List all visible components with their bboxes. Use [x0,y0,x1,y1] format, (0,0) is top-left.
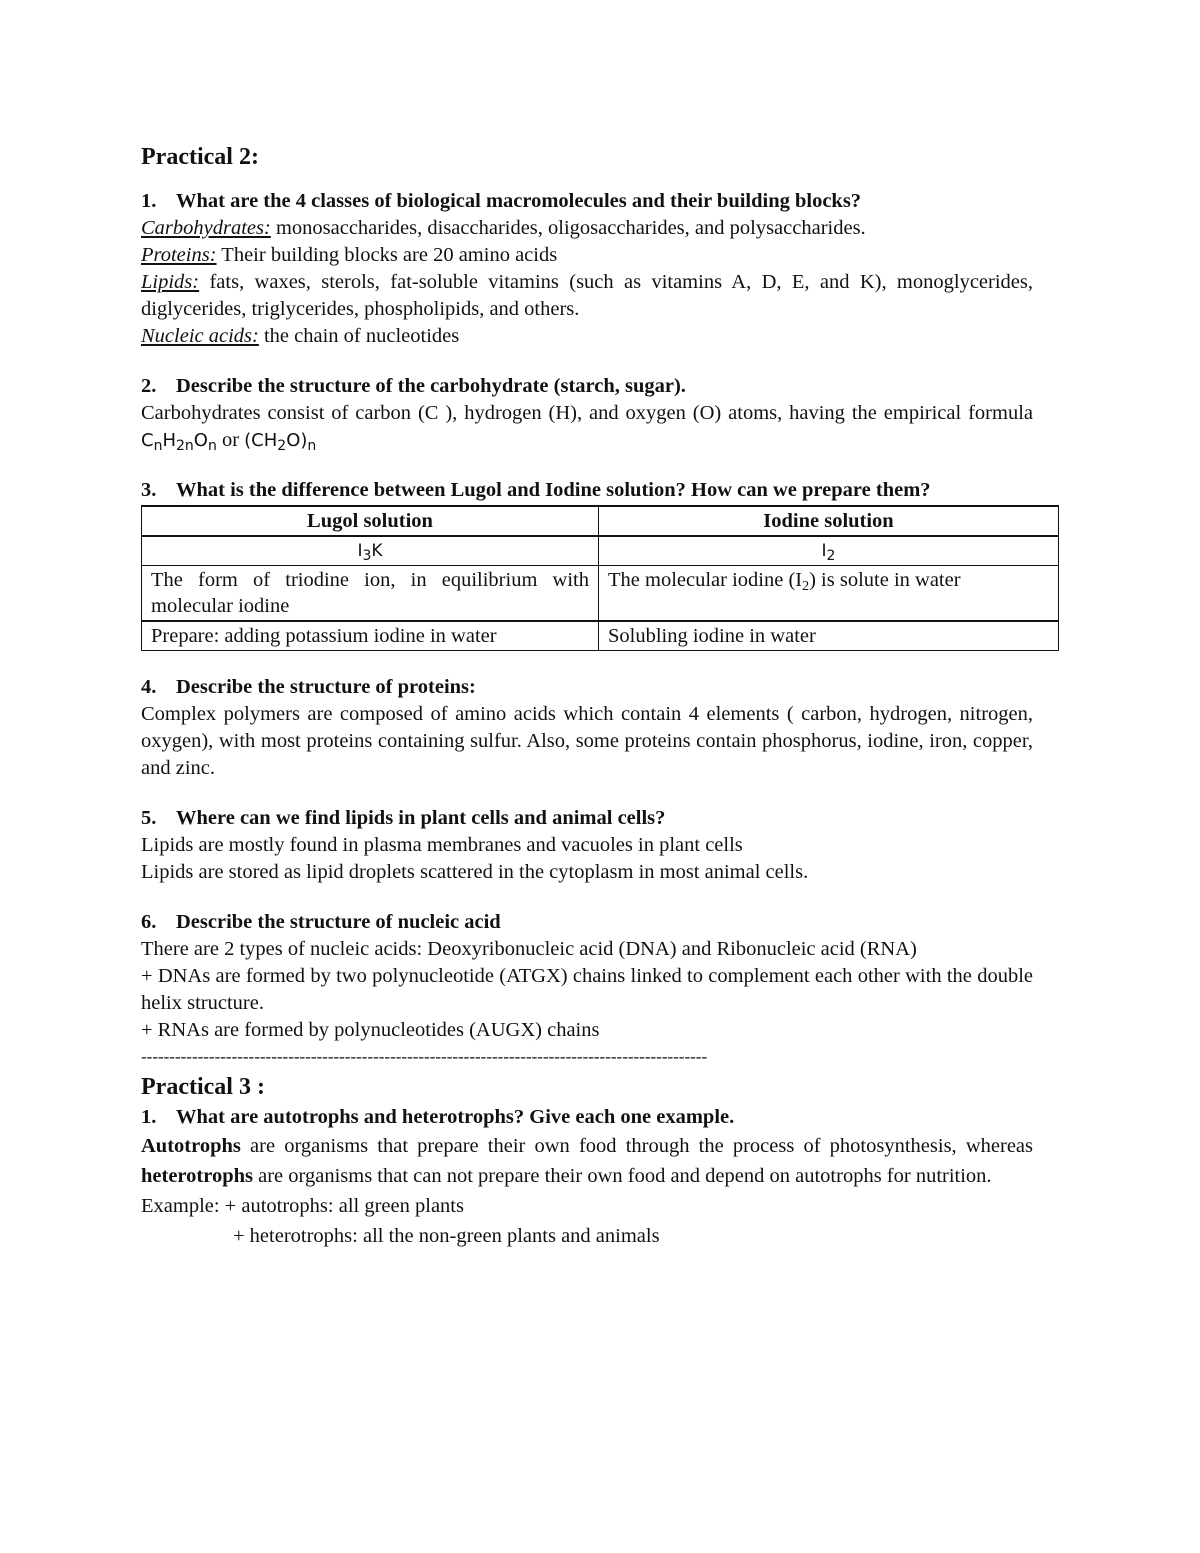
question-text: Describe the structure of the carbohydrate (starch, sugar). [176,375,686,397]
question-6 [141,909,1033,936]
answer-nucleic-types: There are 2 types of nucleic acids: Deoxyribonucleic acid (DNA) and Ribonucleic acid (RNA) [141,938,917,960]
label-carbohydrates: Carbohydrates: [141,217,271,239]
question-number: 1. [141,190,157,212]
question-text: Where can we find lipids in plant cells and animal cells? [176,807,666,829]
practical-2-title: Practical 2: [141,144,259,170]
question-5 [141,805,1033,832]
label-lipids: Lipids: [141,271,200,293]
p3-question-1 [141,1104,1033,1131]
header-iodine: Iodine solution [599,506,1059,536]
question-2 [141,373,1033,400]
table-row [142,566,1059,622]
answer-nucleic-acids: Nucleic acids: the chain of nucleotides [141,325,460,347]
question-text: Describe the structure of nucleic acid [176,911,501,933]
question-1 [141,188,1033,215]
question-text: What are autotrophs and heterotrophs? Give each one example. [176,1106,735,1128]
answer-protein-structure: Complex polymers are composed of amino acids which contain 4 elements ( carbon, hydrogen, nitrogen, oxygen), with most proteins containing sulfur. Also, some proteins contain phosphorus, iodine, iron, copper, and zinc. [141,703,1033,779]
cell-lugol-formula: $I_3K$ [142,536,599,566]
practical-3-title: Practical 3 : [141,1074,265,1100]
term-autotrophs: Autotrophs [141,1135,241,1157]
question-number: 4. [141,676,157,698]
question-number: 3. [141,479,157,501]
cell-lugol-prepare: Prepare: adding potassium iodine in water [142,621,599,651]
question-3 [141,477,1033,504]
question-number: 2. [141,375,157,397]
alt-formula: $(CH_2O)_n$ [244,430,317,454]
label-proteins: Proteins: [141,244,217,266]
question-number: 1. [141,1106,157,1128]
question-text: Describe the structure of proteins: [176,676,476,698]
answer-carbohydrates: Carbohydrates: monosaccharides, disaccharides, oligosaccharides, and polysaccharides. [141,217,866,239]
question-text: What is the difference between Lugol and Iodine solution? How can we prepare them? [176,479,931,501]
answer-rna: + RNAs are formed by polynucleotides (AUGX) chains [141,1019,600,1041]
question-text: What are the 4 classes of biological macromolecules and their building blocks? [176,190,862,212]
question-4 [141,674,1033,701]
table-row [142,536,1059,566]
answer-lipids-animal: Lipids are stored as lipid droplets scattered in the cytoplasm in most animal cells. [141,861,809,883]
answer-proteins: Proteins: Their building blocks are 20 amino acids [141,244,558,266]
comparison-table [141,505,1059,651]
example-autotrophs: Example: + autotrophs: all green plants [141,1195,464,1217]
cell-iodine-description: The molecular iodine $(I_2)$ is solute in water [599,566,1059,622]
section-divider: ---------------------------------------------------------------------------------------------------- [141,1047,708,1066]
answer-autotrophs-heterotrophs: Autotrophs are organisms that prepare their own food through the process of photosynthesis, whereas heterotrophs are organisms that can not prepare their own food and depend on autotrophs for nutrition. [141,1135,1033,1187]
cell-iodine-prepare: Solubling iodine in water [599,621,1059,651]
label-nucleic-acids: Nucleic acids: [141,325,259,347]
answer-dna: + DNAs are formed by two polynucleotide (ATGX) chains linked to complement each other with the double helix structure. [141,965,1033,1014]
question-number: 5. [141,807,157,829]
answer-lipids: Lipids: fats, waxes, sterols, fat-soluble vitamins (such as vitamins A, D, E, and K), monoglycerides, diglycerides, triglycerides, phospholipids, and others. [141,271,1033,320]
header-lugol: Lugol solution [142,506,599,536]
cell-iodine-formula: $I_2$ [599,536,1059,566]
table-row [142,621,1059,651]
cell-lugol-description: The form of triodine ion, in equilibrium with molecular iodine [142,566,599,622]
table-header-row [142,506,1059,536]
example-heterotrophs: + heterotrophs: all the non-green plants and animals [233,1225,660,1247]
empirical-formula: $C_nH_{2n}O_n$ [141,430,217,454]
term-heterotrophs: heterotrophs [141,1165,253,1187]
answer-lipids-plant: Lipids are mostly found in plasma membranes and vacuoles in plant cells [141,834,743,856]
document-content [141,140,1033,1251]
question-number: 6. [141,911,157,933]
answer-carbohydrate-structure: Carbohydrates consist of carbon (C ), hydrogen (H), and oxygen (O) atoms, having the empirical formula $C_nH_{2n}O_n$ or $(CH_2O)_n$ [141,402,1033,454]
